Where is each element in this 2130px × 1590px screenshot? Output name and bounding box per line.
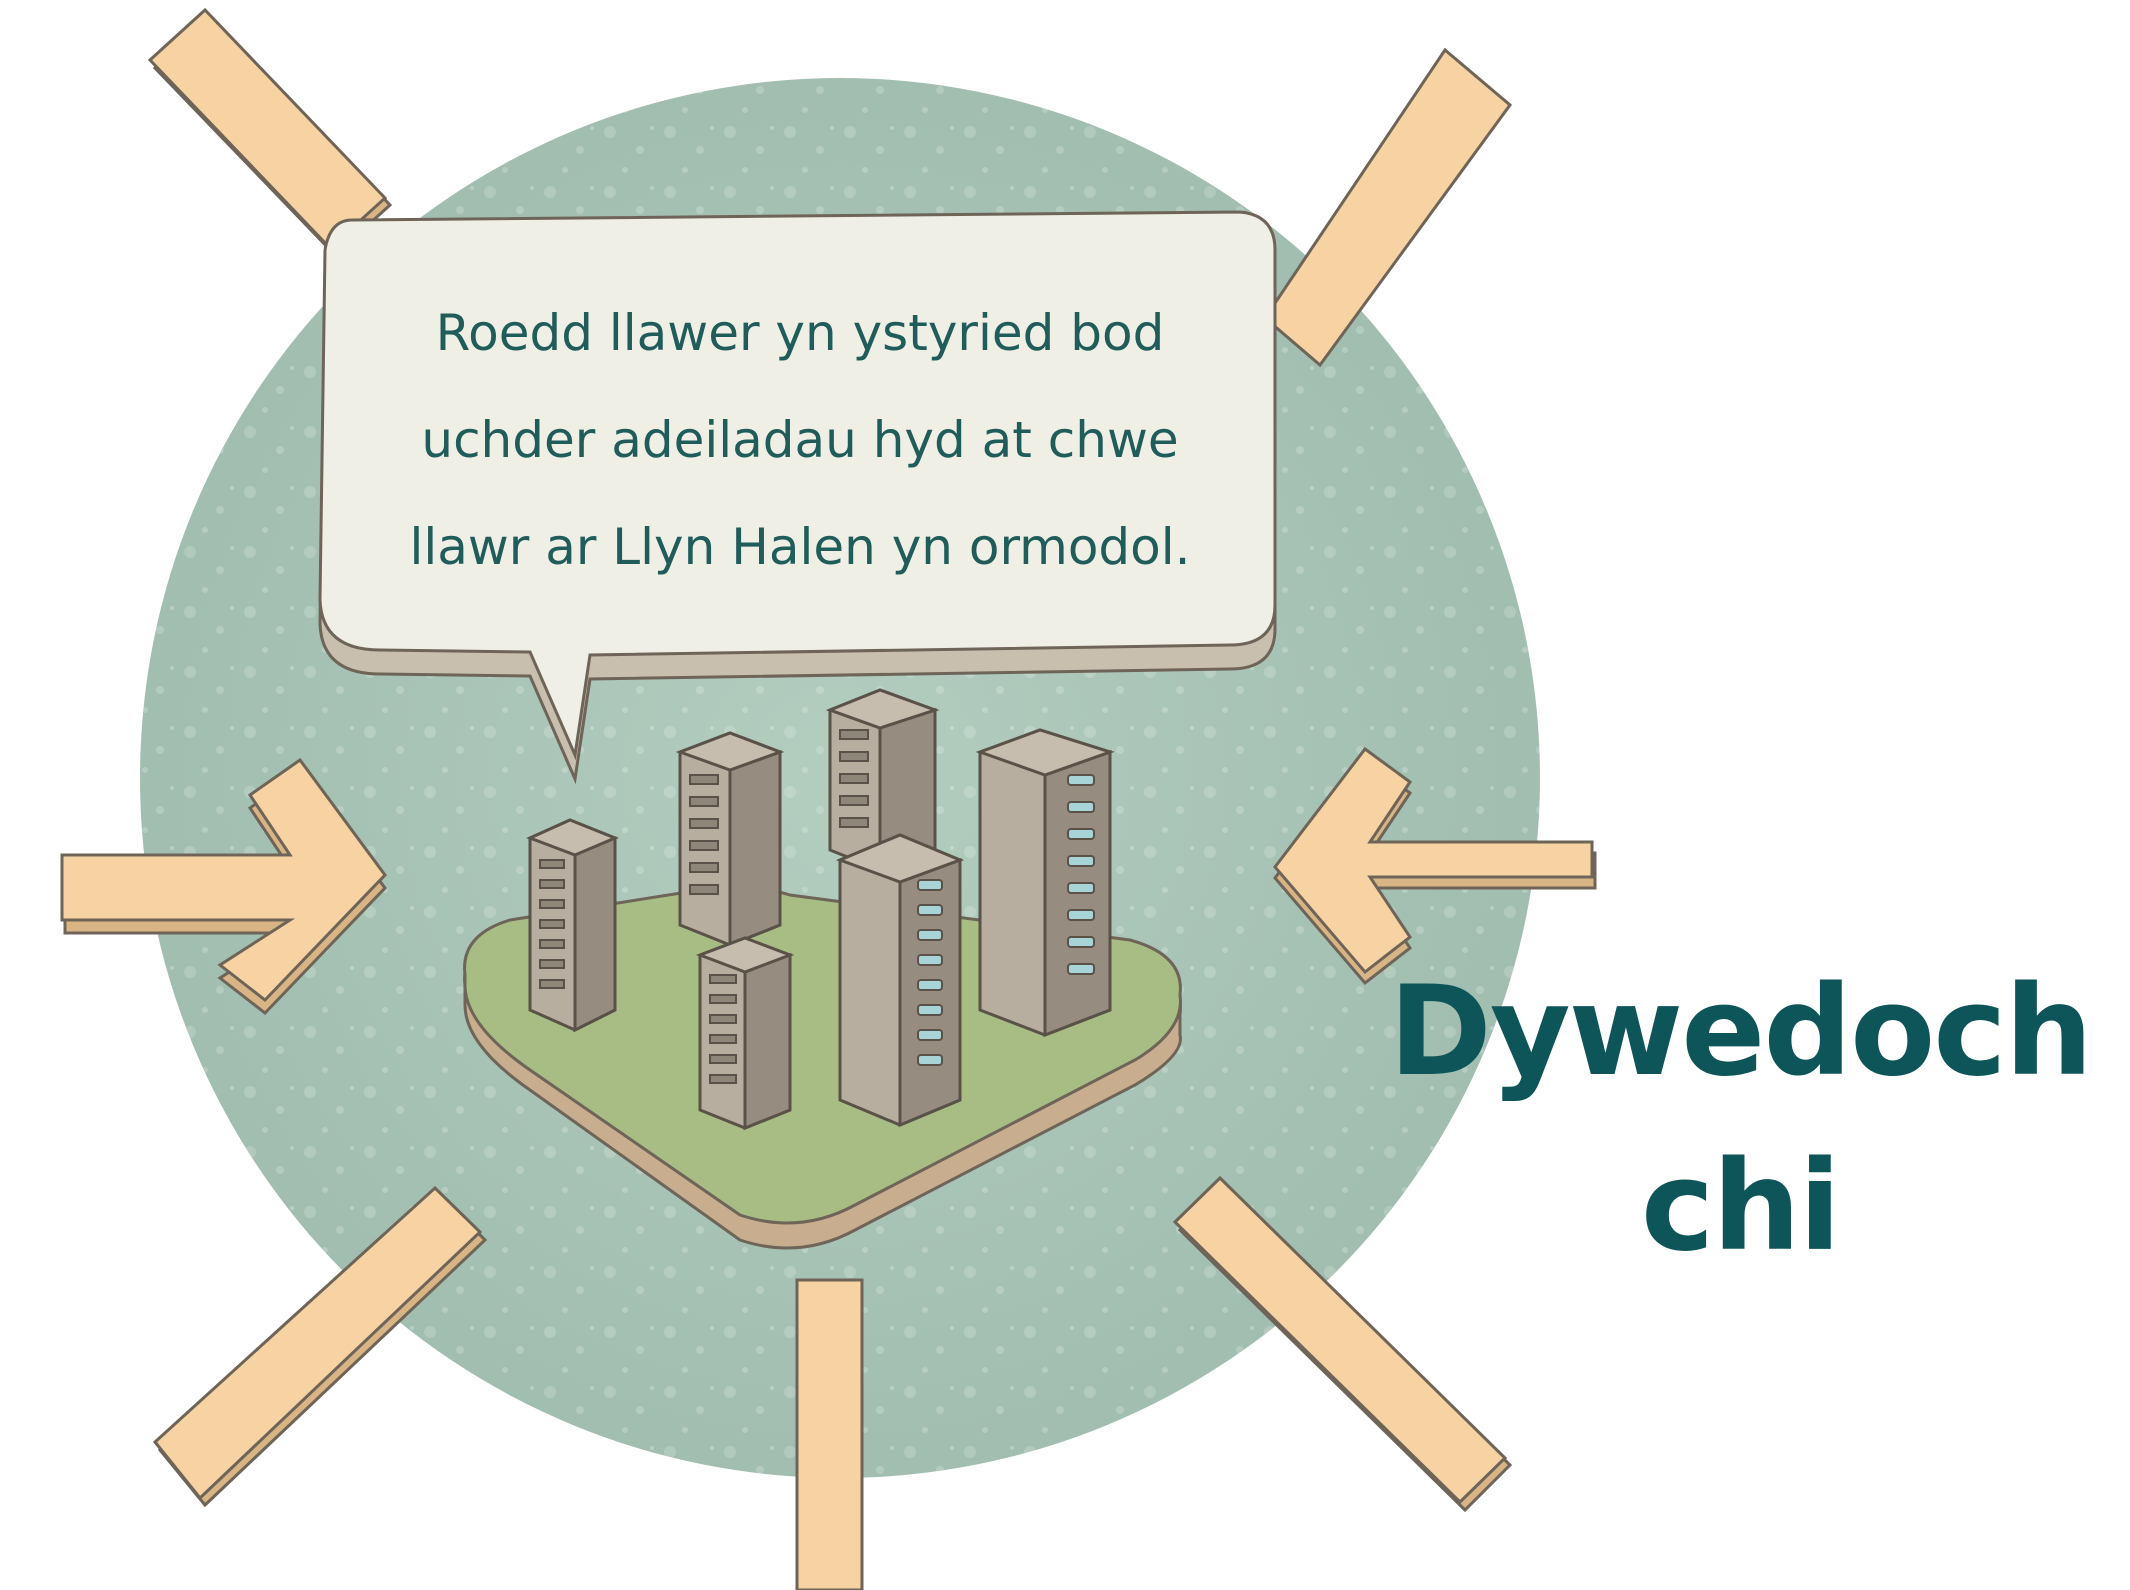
headline-line-1: Dywedoch [1388,960,2092,1104]
bubble-line-2: uchder adeiladau hyd at chwe [421,411,1179,469]
bar-top-right [1265,50,1510,365]
bar-bottom [797,1280,862,1590]
bar-top-left [150,10,390,255]
headline-line-2: chi [1640,1135,1840,1279]
building-6 [700,938,790,1128]
bubble-line-3: llawr ar Llyn Halen yn ormodol. [409,518,1191,576]
headline [1340,945,2130,1295]
speech-bubble-text [360,280,1240,601]
building-2 [680,733,780,945]
bubble-line-1: Roedd llawer yn ystyried bod [435,304,1165,362]
